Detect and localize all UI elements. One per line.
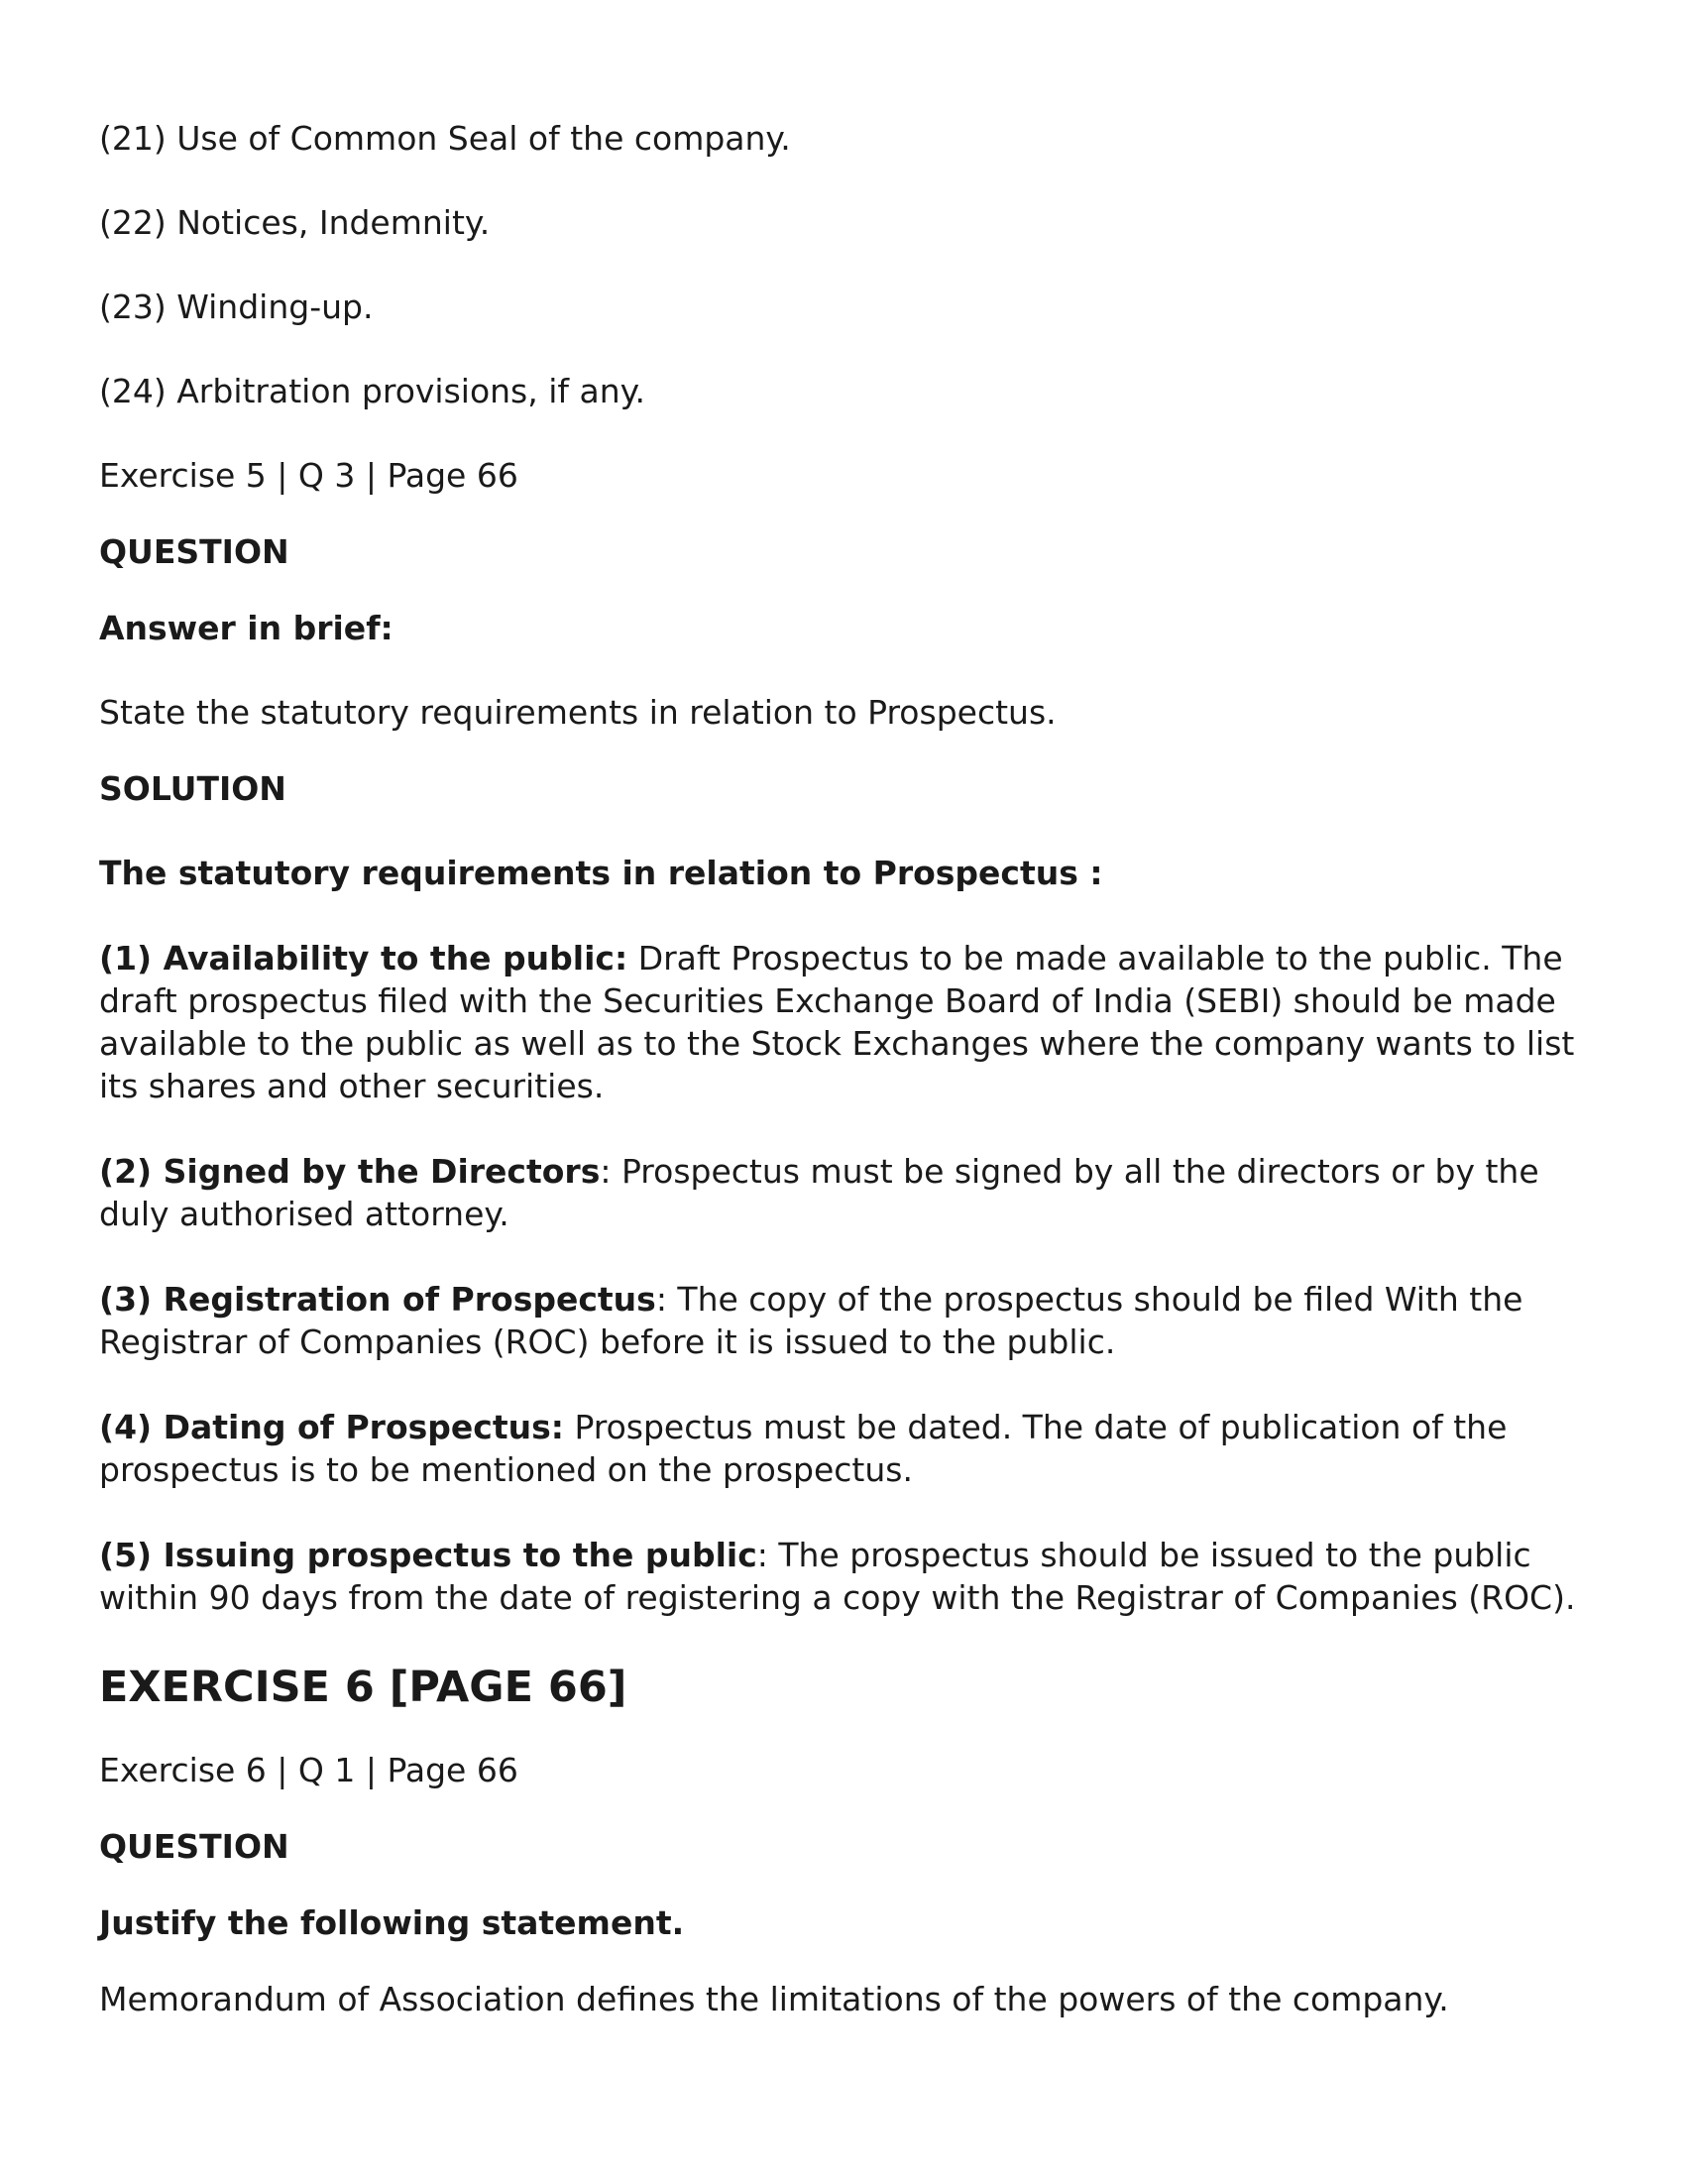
question-label: QUESTION (99, 532, 289, 571)
exercise-6-q1-reference: Exercise 6 | Q 1 | Page 66 (99, 1751, 518, 1789)
question-instruction: Justify the following statement. (99, 1903, 685, 1942)
list-item-24: (24) Arbitration provisions, if any. (99, 372, 645, 410)
solution-point-text: Prospectus must be signed by all the directors or by the duly authorised attorney. (99, 1152, 1539, 1233)
solution-point-title: (5) Issuing prospectus to the public (99, 1536, 757, 1574)
solution-label: SOLUTION (99, 769, 286, 808)
list-item-22: (22) Notices, Indemnity. (99, 203, 491, 242)
solution-point-title: (4) Dating of Prospectus: (99, 1408, 564, 1446)
solution-point-title: (1) Availability to the public: (99, 939, 628, 977)
solution-point-separator: : (600, 1152, 621, 1191)
solution-heading: The statutory requirements in relation to Prospectus : (99, 854, 1103, 892)
solution-point-separator: : (655, 1280, 678, 1319)
solution-point-text: Prospectus must be dated. The date of publication of the prospectus is to be mentioned on the prospectus. (99, 1408, 1508, 1489)
solution-point-3 (99, 1278, 1596, 1363)
document-page (99, 117, 1596, 2062)
list-item-21: (21) Use of Common Seal of the company. (99, 119, 791, 158)
solution-point-title: (2) Signed by the Directors (99, 1152, 601, 1191)
list-item-23: (23) Winding-up. (99, 287, 374, 326)
solution-point-title: (3) Registration of Prospectus (99, 1280, 656, 1319)
question-instruction: Answer in brief: (99, 609, 394, 647)
question-label: QUESTION (99, 1827, 289, 1866)
solution-point-separator: : (756, 1536, 779, 1574)
solution-point-2 (99, 1150, 1596, 1235)
exercise-6-heading: EXERCISE 6 [PAGE 66] (99, 1663, 627, 1712)
exercise-5-q3-reference: Exercise 5 | Q 3 | Page 66 (99, 456, 518, 495)
solution-point-text: Draft Prospectus to be made available to the public. The draft prospectus filed with the Securities Exchange Board of India (SEBI) should be made available to the public as well as to the Stock Exchanges where the company wants to list its shares and other securities. (99, 939, 1575, 1105)
solution-point-separator (627, 939, 638, 977)
solution-point-separator (564, 1408, 575, 1446)
solution-point-text: The copy of the prospectus should be filed With the Registrar of Companies (ROC) before it is issued to the public. (99, 1280, 1523, 1361)
solution-point-1 (99, 937, 1596, 1107)
solution-point-5 (99, 1534, 1596, 1619)
solution-point-text: The prospectus should be issued to the public within 90 days from the date of registering a copy with the Registrar of Companies (ROC). (99, 1536, 1576, 1617)
question-text: State the statutory requirements in relation to Prospectus. (99, 693, 1057, 732)
solution-point-4 (99, 1406, 1596, 1491)
question-statement: Memorandum of Association defines the limitations of the powers of the company. (99, 1980, 1449, 2018)
